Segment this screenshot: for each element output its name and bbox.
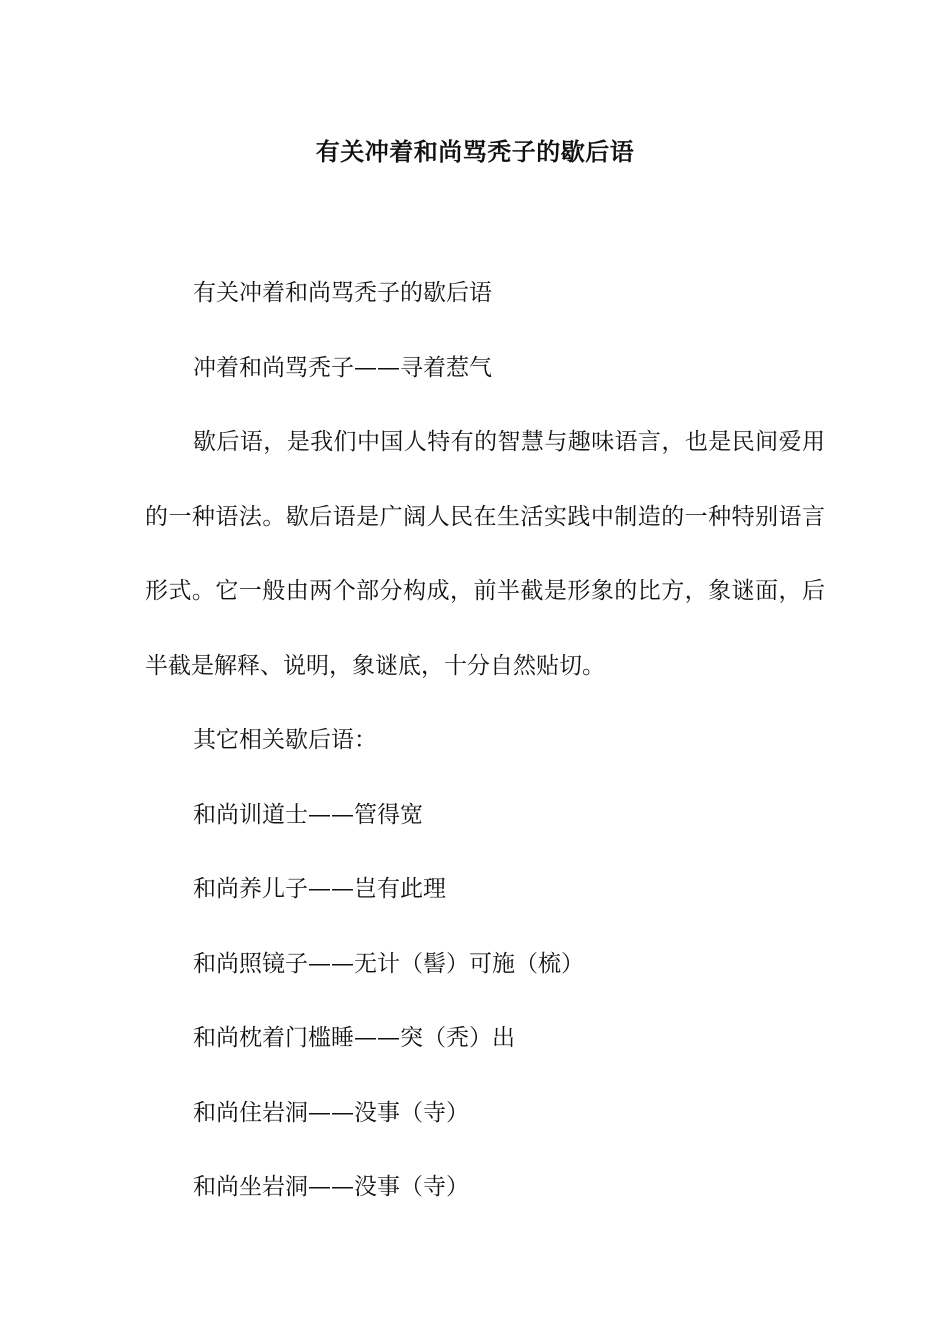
document-title: 有关冲着和尚骂秃子的歇后语	[315, 137, 635, 166]
document-body	[145, 256, 825, 1225]
paragraph-saying: 和尚训道士——管得宽	[193, 801, 423, 828]
paragraph-saying: 和尚坐岩洞——没事（寺）	[193, 1174, 469, 1200]
paragraph-explanation: 歇后语，是我们中国人特有的智慧与趣味语言，也是民间爱用的一种语法。歇后语是广阔人民在生活实践中制造的一种特别语言形式。它一般由两个部分构成，前半截是形象的比方，象谜面，后半截是解释、说明，象谜底，十分自然贴切。	[145, 429, 825, 679]
paragraph-related-heading: 其它相关歇后语：	[193, 727, 377, 753]
paragraph-saying: 和尚住岩洞——没事（寺）	[193, 1099, 469, 1126]
paragraph-saying: 和尚枕着门槛睡——突（秃）出	[193, 1025, 515, 1051]
paragraph-main-saying: 冲着和尚骂秃子——寻着惹气	[193, 354, 492, 381]
paragraph-saying: 和尚养儿子——岂有此理	[193, 876, 446, 902]
paragraph-heading: 有关冲着和尚骂秃子的歇后语	[193, 280, 492, 306]
paragraph-saying: 和尚照镜子——无计（髻）可施（梳）	[193, 950, 584, 977]
